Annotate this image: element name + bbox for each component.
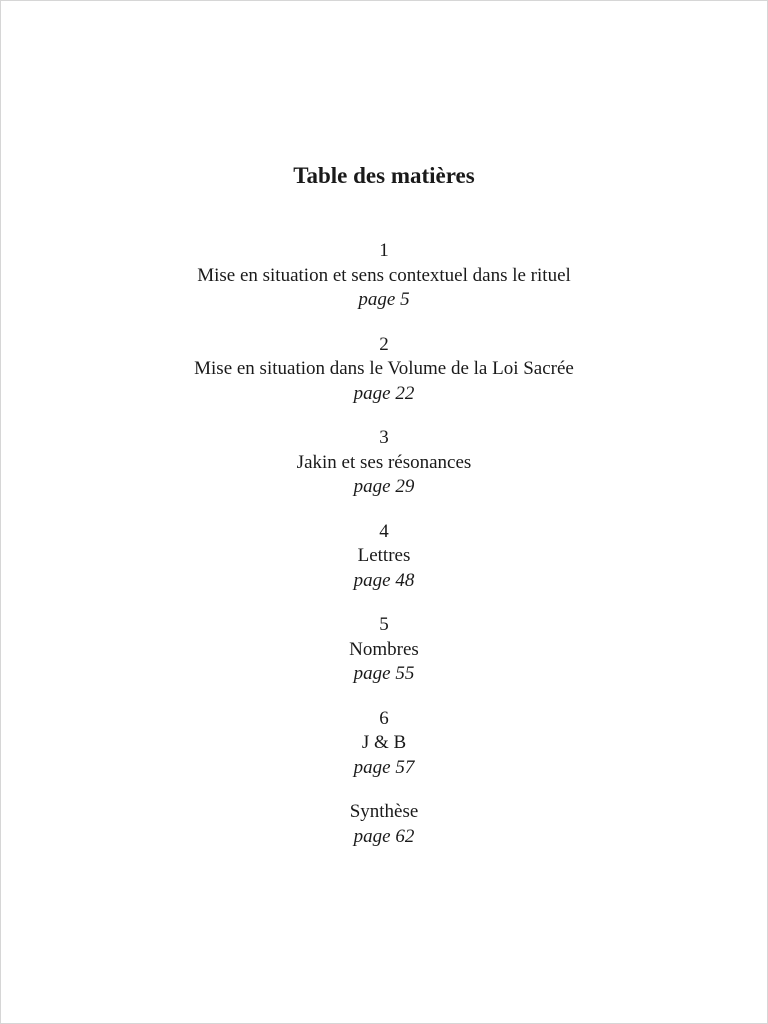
toc-title: Table des matières: [293, 163, 475, 188]
toc-entry: [1, 520, 767, 594]
toc-entry: [1, 333, 767, 407]
chapter-page: page 55: [353, 663, 415, 684]
chapter-number: 2: [379, 333, 389, 355]
chapter-title: Synthèse: [349, 801, 419, 822]
chapter-number: 1: [379, 240, 389, 261]
chapter-page: page 48: [353, 569, 415, 591]
chapter-page: page 57: [353, 756, 415, 778]
chapter-number: 3: [379, 427, 389, 448]
chapter-title: Mise en situation dans le Volume de la Loi Sacrée: [194, 358, 574, 379]
chapter-title: Lettres: [357, 545, 411, 566]
chapter-title: Mise en situation et sens contextuel dans le rituel: [197, 264, 571, 286]
chapter-page: page 29: [353, 476, 415, 497]
toc-list: [1, 239, 767, 869]
chapter-title: Nombres: [349, 638, 419, 660]
toc-entry: [1, 239, 767, 313]
chapter-title: J & B: [361, 732, 407, 753]
chapter-number: 6: [379, 707, 389, 729]
chapter-number: 4: [379, 520, 389, 542]
toc-entry: [1, 613, 767, 687]
chapter-page: page 22: [353, 382, 415, 404]
toc-entry: [1, 426, 767, 500]
chapter-title: Jakin et ses résonances: [296, 451, 472, 473]
toc-entry: [1, 707, 767, 781]
chapter-page: page 62: [353, 825, 415, 847]
chapter-page: page 5: [358, 289, 410, 310]
chapter-number: 5: [379, 614, 389, 635]
toc-entry: [1, 800, 767, 849]
